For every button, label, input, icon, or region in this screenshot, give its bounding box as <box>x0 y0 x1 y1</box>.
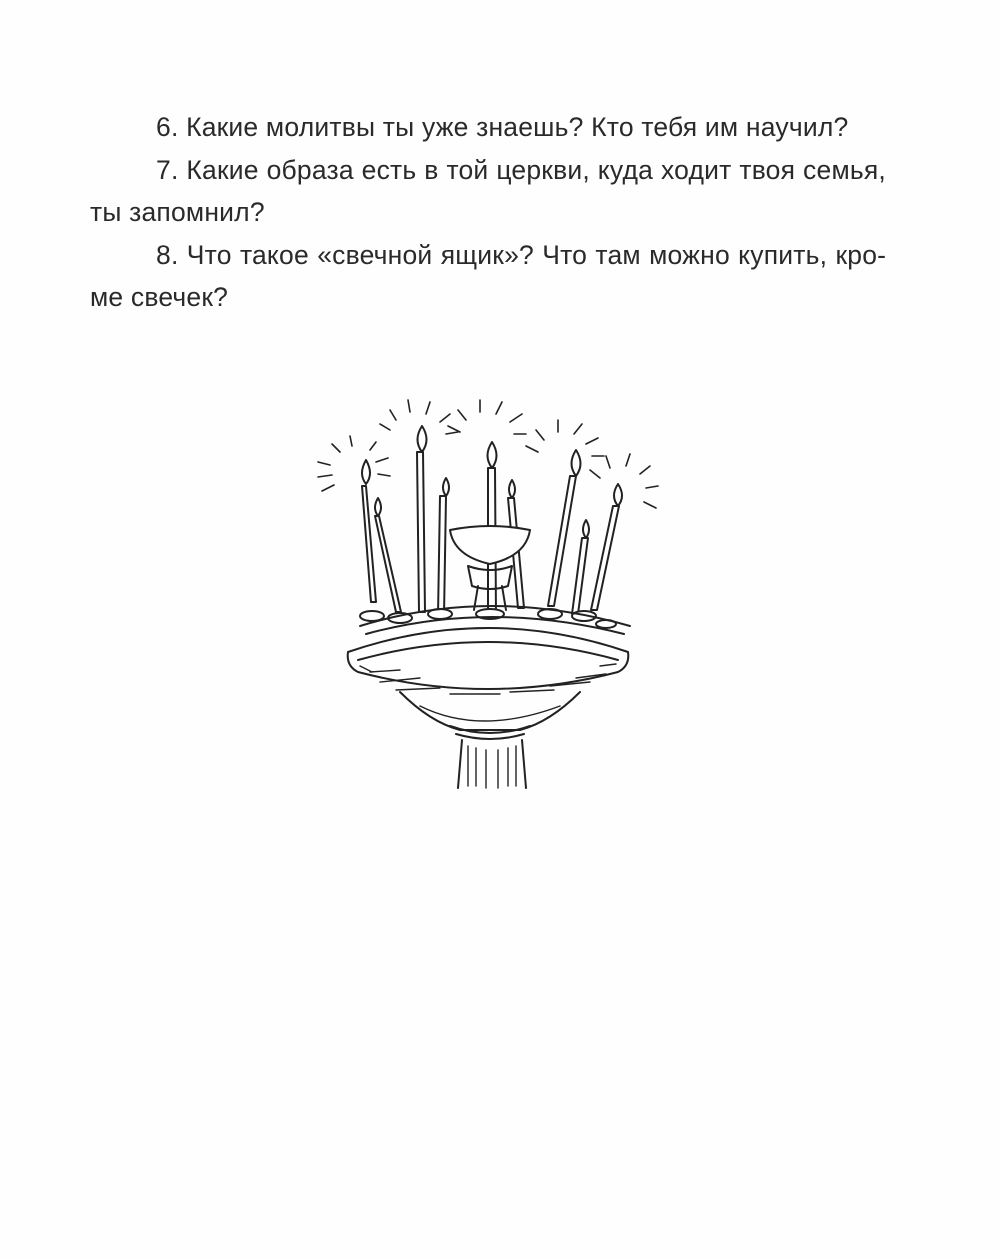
question-6: 6. Какие молитвы ты уже знаешь? Кто тебя им научил? <box>156 112 849 142</box>
questions-list <box>90 106 886 319</box>
question-7: 7. Какие образа есть в той церкви, куда ходит твоя семья, ты запомнил? <box>90 154 886 227</box>
question-8: 8. Что такое «свечной ящик»? Что там можно купить, кроме свечек? <box>90 239 886 312</box>
candle-stand-icon <box>300 390 680 790</box>
candle-stand-illustration <box>300 390 680 790</box>
